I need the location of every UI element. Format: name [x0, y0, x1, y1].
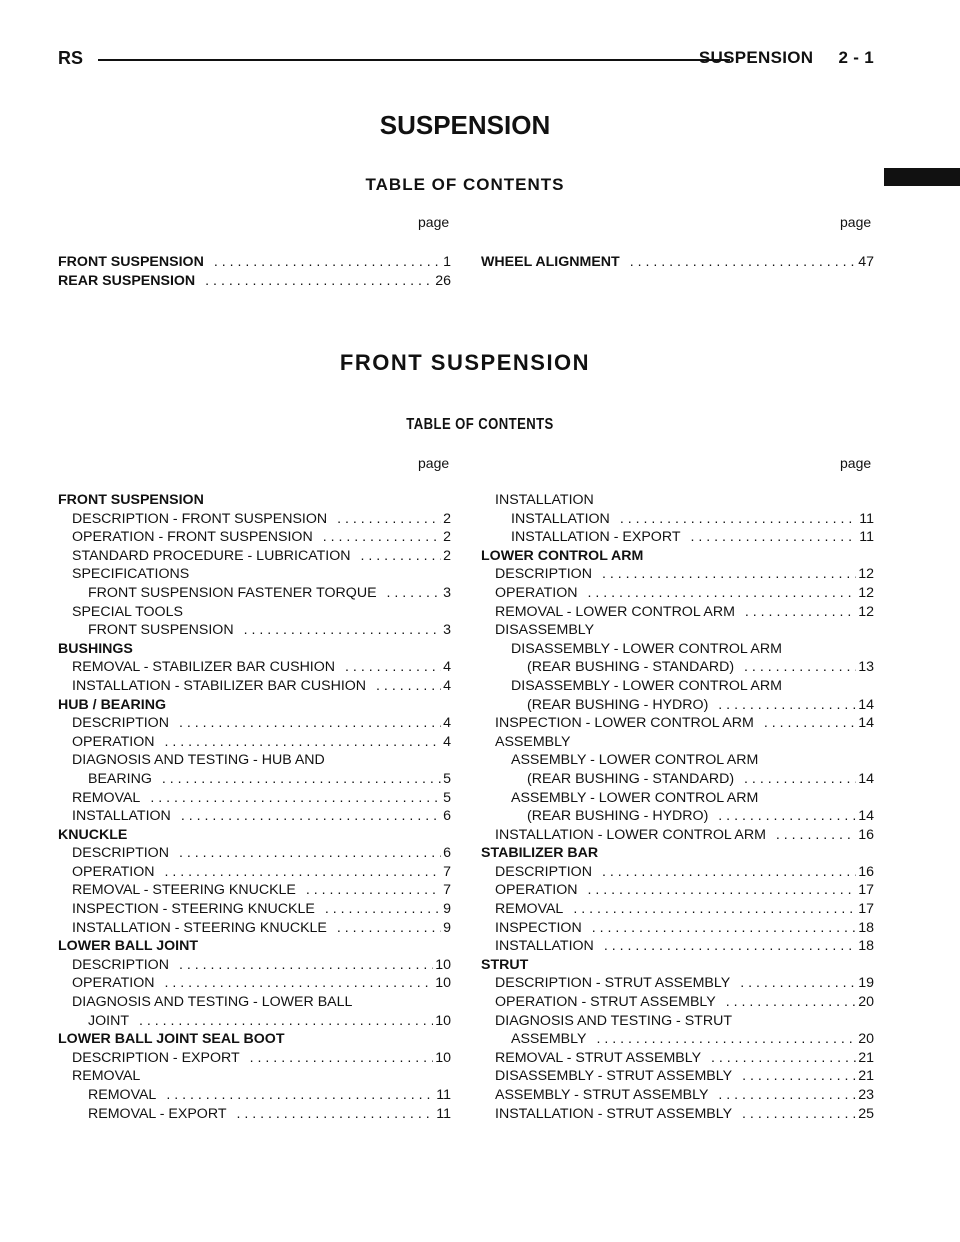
toc2-left-column — [58, 492, 451, 1124]
toc-leader-dots — [313, 529, 441, 545]
toc-entry[interactable] — [58, 957, 451, 976]
toc-entry[interactable] — [58, 529, 451, 548]
toc-entry-title: INSPECTION — [495, 919, 582, 936]
toc-entry-title: DESCRIPTION — [72, 956, 169, 973]
page-column-label-right-2: page — [840, 455, 872, 471]
toc-entry-page: 3 — [443, 622, 451, 639]
toc-entry-title: OPERATION — [72, 863, 155, 880]
toc-entry-title: REMOVAL - LOWER CONTROL ARM — [495, 603, 735, 620]
toc-entry-title: OPERATION - FRONT SUSPENSION — [72, 529, 313, 546]
toc-entry[interactable] — [481, 790, 874, 809]
toc-entry-page: 11 — [436, 1087, 451, 1103]
toc-entry[interactable] — [58, 938, 451, 957]
toc-entry[interactable] — [481, 808, 874, 827]
toc-entry[interactable] — [481, 604, 874, 623]
toc-entry[interactable] — [481, 254, 874, 273]
toc-entry-title: DESCRIPTION - FRONT SUSPENSION — [72, 510, 328, 527]
toc-leader-dots — [327, 920, 441, 936]
toc-entry-title: OPERATION — [72, 975, 155, 992]
header-section-page: SUSPENSION 2 - 1 — [698, 48, 874, 67]
toc-entry-page: 9 — [443, 919, 451, 936]
toc-entry-page: 16 — [858, 826, 874, 843]
toc-entry-title: INSTALLATION - STRUT ASSEMBLY — [495, 1105, 733, 1122]
toc-entry-page: 16 — [858, 863, 874, 880]
toc-leader-dots — [315, 901, 441, 917]
toc-entry-title: OPERATION - STRUT ASSEMBLY — [495, 994, 716, 1011]
toc-entry-title: ASSEMBLY — [495, 733, 571, 750]
toc-leader-dots — [732, 1068, 856, 1084]
header-manual-code: RS — [58, 48, 84, 68]
toc-entry[interactable] — [481, 548, 874, 567]
toc-entry-page: 4 — [443, 733, 451, 750]
toc-leader-dots — [234, 622, 442, 638]
toc-entry[interactable] — [481, 957, 874, 976]
toc-leader-dots — [204, 254, 441, 270]
toc-leader-dots — [586, 1031, 856, 1047]
toc-entry[interactable] — [58, 585, 451, 604]
toc-entry[interactable] — [481, 975, 874, 994]
toc-entry-title: ASSEMBLY - STRUT ASSEMBLY — [495, 1087, 709, 1103]
toc-leader-dots — [592, 864, 856, 880]
toc-entry-page: 18 — [858, 938, 874, 955]
toc-leader-dots — [592, 566, 856, 582]
toc-entry[interactable] — [481, 678, 874, 697]
toc-entry-title: REMOVAL — [72, 1068, 141, 1085]
toc-entry[interactable] — [58, 752, 451, 771]
toc-entry-page: 1 — [443, 254, 451, 270]
toc-entry-page: 4 — [443, 715, 451, 732]
toc-leader-dots — [708, 697, 856, 713]
toc-entry[interactable] — [58, 845, 451, 864]
toc-entry-page: 10 — [435, 1049, 451, 1066]
toc-entry[interactable] — [481, 901, 874, 920]
toc-entry[interactable] — [58, 734, 451, 753]
toc-leader-dots — [582, 920, 857, 936]
toc-entry-page: 23 — [858, 1087, 874, 1103]
toc-entry-title: OPERATION — [495, 584, 578, 601]
toc-leader-dots — [327, 511, 441, 527]
toc-entry-page: 20 — [858, 994, 874, 1011]
toc-entry[interactable] — [481, 492, 874, 511]
toc-entry-title: DESCRIPTION — [495, 566, 592, 583]
toc-entry-title: REMOVAL — [495, 901, 564, 918]
toc-entry-page: 6 — [443, 845, 451, 862]
toc-entry-title: DESCRIPTION — [495, 863, 592, 880]
toc-entry-title: REAR SUSPENSION — [58, 272, 196, 289]
toc1-left-column — [58, 254, 451, 291]
toc-entry-title: INSTALLATION - EXPORT — [511, 529, 681, 546]
page-column-label-right: page — [840, 214, 872, 230]
toc-entry-title: INSTALLATION — [511, 510, 610, 527]
toc-entry-page: 47 — [858, 254, 874, 270]
toc-leader-dots — [681, 529, 858, 545]
toc-entry-page: 11 — [436, 1105, 451, 1122]
toc-entry[interactable] — [58, 1068, 451, 1087]
toc-entry-title: REMOVAL - STEERING KNUCKLE — [72, 882, 296, 899]
toc-entry-page: 14 — [858, 696, 874, 713]
toc-entry-page: 2 — [443, 547, 451, 564]
toc-entry-page: 25 — [858, 1105, 874, 1122]
toc-entry[interactable] — [58, 492, 451, 511]
toc-entry[interactable] — [58, 273, 451, 292]
toc-entry[interactable] — [481, 585, 874, 604]
toc-entry-title: REMOVAL — [72, 789, 141, 806]
toc-entry-page: 14 — [858, 808, 874, 825]
toc-entry[interactable] — [58, 1087, 451, 1106]
toc-leader-dots — [169, 715, 441, 731]
toc-entry-title: WHEEL ALIGNMENT — [481, 254, 620, 270]
toc-entry[interactable] — [481, 659, 874, 678]
toc-leader-dots — [335, 659, 441, 675]
toc-entry[interactable] — [481, 566, 874, 585]
toc-entry-title: DIAGNOSIS AND TESTING - STRUT — [495, 1012, 733, 1029]
toc-entry-title: LOWER BALL JOINT SEAL BOOT — [58, 1031, 285, 1048]
toc-leader-dots — [377, 585, 442, 601]
toc-leader-dots — [563, 901, 856, 917]
toc-entry[interactable] — [481, 529, 874, 548]
toc-entry[interactable] — [58, 678, 451, 697]
toc-entry-title: INSTALLATION — [72, 808, 171, 825]
toc-leader-dots — [594, 938, 856, 954]
toc-leader-dots — [730, 975, 856, 991]
toc-entry[interactable] — [58, 864, 451, 883]
toc-entry[interactable] — [58, 715, 451, 734]
toc-entry-title: STABILIZER BAR — [481, 845, 599, 862]
toc-entry[interactable] — [58, 771, 451, 790]
toc-entry-title: DESCRIPTION — [72, 715, 169, 732]
toc-leader-dots — [169, 845, 441, 861]
toc-entry-title: INSPECTION - LOWER CONTROL ARM — [495, 715, 754, 732]
running-header — [58, 44, 874, 74]
toc-leader-dots — [129, 1013, 433, 1029]
toc-leader-dots — [140, 790, 441, 806]
toc-entry[interactable] — [481, 752, 874, 771]
toc-leader-dots — [754, 715, 856, 731]
toc-entry[interactable] — [481, 1013, 874, 1032]
toc-entry-page: 3 — [443, 584, 451, 601]
toc-entry-title: (REAR BUSHING - HYDRO) — [527, 696, 709, 713]
page-title: SUSPENSION — [379, 110, 551, 140]
toc-entry-title: FRONT SUSPENSION — [88, 622, 234, 639]
toc-entry-title: BUSHINGS — [58, 640, 133, 657]
page-column-label-left-2: page — [418, 455, 450, 471]
toc-entry-page: 5 — [443, 770, 451, 787]
toc-entry-page: 5 — [443, 789, 451, 806]
header-rule — [98, 59, 730, 61]
toc-entry-page: 14 — [858, 770, 874, 787]
toc-entry-page: 14 — [858, 715, 874, 732]
toc-entry-title: SPECIAL TOOLS — [72, 603, 183, 620]
toc-entry[interactable] — [481, 845, 874, 864]
toc-entry-title: DESCRIPTION - STRUT ASSEMBLY — [495, 975, 731, 992]
toc-entry[interactable] — [58, 566, 451, 585]
toc-entry[interactable] — [481, 622, 874, 641]
toc-entry-page: 21 — [858, 1068, 874, 1085]
toc-entry-title: INSTALLATION - STABILIZER BAR CUSHION — [72, 677, 367, 694]
toc2-right-column — [481, 492, 874, 1124]
toc-leader-dots — [155, 975, 434, 991]
toc-entry-page: 6 — [443, 808, 451, 825]
toc-entry-title: DISASSEMBLY - LOWER CONTROL ARM — [511, 677, 782, 694]
toc-entry[interactable] — [481, 920, 874, 939]
toc-leader-dots — [156, 1087, 434, 1103]
toc-leader-dots — [155, 864, 442, 880]
toc-entry-title: REMOVAL - STRUT ASSEMBLY — [495, 1049, 702, 1066]
toc-leader-dots — [155, 734, 442, 750]
toc-entry-title: STANDARD PROCEDURE - LUBRICATION — [72, 547, 351, 564]
toc-entry-title: DESCRIPTION - EXPORT — [72, 1049, 240, 1066]
toc-entry[interactable] — [58, 827, 451, 846]
toc-entry-title: INSTALLATION — [495, 492, 594, 508]
toc-entry-page: 10 — [435, 956, 451, 973]
toc-entry-title: KNUCKLE — [58, 826, 128, 843]
toc-leader-dots — [366, 678, 441, 694]
toc-entry-page: 20 — [858, 1031, 874, 1048]
toc-entry-title: INSTALLATION - STEERING KNUCKLE — [72, 919, 327, 936]
toc-entry[interactable] — [58, 659, 451, 678]
toc-leader-dots — [169, 957, 433, 973]
toc-entry[interactable] — [481, 994, 874, 1013]
toc-leader-dots — [578, 882, 857, 898]
toc-leader-dots — [171, 808, 441, 824]
toc-entry-title: LOWER BALL JOINT — [58, 938, 199, 955]
toc-entry-title: DIAGNOSIS AND TESTING - LOWER BALL — [72, 994, 353, 1011]
toc-entry-title: LOWER CONTROL ARM — [481, 547, 644, 564]
toc-entry[interactable] — [58, 622, 451, 641]
toc-entry-page: 10 — [435, 1012, 451, 1029]
toc-leader-dots — [735, 604, 856, 620]
toc-entry-page: 21 — [858, 1049, 874, 1066]
toc-entry-title: ASSEMBLY - LOWER CONTROL ARM — [511, 752, 759, 769]
toc-leader-dots — [701, 1050, 856, 1066]
toc-entry[interactable] — [58, 548, 451, 567]
toc-entry-page: 9 — [443, 901, 451, 918]
toc-leader-dots — [734, 771, 856, 787]
toc-entry[interactable] — [481, 734, 874, 753]
toc-entry-page: 4 — [443, 659, 451, 676]
toc-entry[interactable] — [58, 641, 451, 660]
toc-leader-dots — [296, 882, 441, 898]
toc-entry-title: STRUT — [481, 956, 529, 973]
toc-entry[interactable] — [481, 827, 874, 846]
toc-entry-title: REMOVAL — [88, 1087, 157, 1103]
toc-heading: TABLE OF CONTENTS — [365, 175, 565, 194]
toc-entry[interactable] — [58, 1106, 451, 1125]
toc-entry[interactable] — [58, 790, 451, 809]
toc-entry[interactable] — [481, 882, 874, 901]
toc-entry[interactable] — [481, 697, 874, 716]
toc-entry-page: 12 — [858, 584, 874, 601]
toc-entry[interactable] — [481, 1068, 874, 1087]
toc-entry-page: 19 — [858, 975, 874, 992]
toc-leader-dots — [766, 827, 856, 843]
toc-entry-title: DESCRIPTION — [72, 845, 169, 862]
toc-entry-title: OPERATION — [495, 882, 578, 899]
toc-entry-title: FRONT SUSPENSION FASTENER TORQUE — [88, 584, 377, 601]
toc-entry[interactable] — [481, 1106, 874, 1125]
toc-entry[interactable] — [481, 864, 874, 883]
toc-entry-title: ASSEMBLY - LOWER CONTROL ARM — [511, 789, 759, 806]
toc-entry-page: 10 — [435, 975, 451, 992]
toc-entry-page: 17 — [858, 882, 874, 899]
toc-entry-title: SPECIFICATIONS — [72, 566, 190, 583]
toc-entry[interactable] — [58, 511, 451, 530]
toc-leader-dots — [152, 771, 441, 787]
toc-entry-page: 17 — [858, 901, 874, 918]
toc-entry[interactable] — [481, 511, 874, 530]
toc-entry-title: DISASSEMBLY - LOWER CONTROL ARM — [511, 640, 782, 657]
toc-entry-title: JOINT — [88, 1012, 129, 1029]
toc-entry-page: 7 — [443, 882, 451, 899]
toc-entry-title: INSTALLATION — [495, 938, 594, 955]
toc-entry[interactable] — [58, 697, 451, 716]
toc-entry-title: HUB / BEARING — [58, 696, 166, 713]
toc-entry-page: 7 — [443, 863, 451, 880]
toc-entry-page: 2 — [443, 510, 451, 527]
toc-entry[interactable] — [481, 771, 874, 790]
toc-entry-title: DISASSEMBLY — [495, 622, 595, 639]
toc-entry[interactable] — [58, 1050, 451, 1069]
toc-entry-title: (REAR BUSHING - STANDARD) — [527, 770, 735, 787]
toc-entry-page: 26 — [435, 272, 451, 289]
toc-entry-title: INSTALLATION - LOWER CONTROL ARM — [495, 826, 766, 843]
toc-entry-page: 2 — [443, 529, 451, 546]
toc-leader-dots — [351, 548, 442, 564]
toc-entry-title: BEARING — [88, 770, 152, 787]
toc-entry[interactable] — [58, 604, 451, 623]
toc-entry-page: 4 — [443, 677, 451, 694]
toc-entry-title: REMOVAL - EXPORT — [88, 1105, 227, 1122]
toc-entry[interactable] — [58, 901, 451, 920]
toc-entry[interactable] — [481, 641, 874, 660]
toc-entry[interactable] — [58, 1013, 451, 1032]
toc-leader-dots — [227, 1106, 435, 1122]
toc-entry[interactable] — [58, 920, 451, 939]
toc-entry-title: (REAR BUSHING - STANDARD) — [527, 659, 735, 676]
toc-entry[interactable] — [481, 1050, 874, 1069]
toc-entry-title: REMOVAL - STABILIZER BAR CUSHION — [72, 659, 336, 676]
toc-entry-title: OPERATION — [72, 733, 155, 750]
toc-entry[interactable] — [481, 715, 874, 734]
page-column-label-left: page — [418, 214, 450, 230]
toc-entry[interactable] — [58, 882, 451, 901]
section-toc-heading: TABLE OF CONTENTS — [406, 416, 554, 433]
toc-entry[interactable] — [58, 975, 451, 994]
toc-entry[interactable] — [481, 1087, 874, 1106]
toc-leader-dots — [734, 659, 856, 675]
toc-entry[interactable] — [58, 994, 451, 1013]
toc-entry-page: 12 — [858, 603, 874, 620]
toc-entry-title: INSPECTION - STEERING KNUCKLE — [72, 901, 315, 918]
section-title: FRONT SUSPENSION — [339, 350, 591, 375]
toc-leader-dots — [708, 808, 856, 824]
toc-entry-title: FRONT SUSPENSION — [58, 254, 204, 270]
toc1-right-column — [481, 254, 874, 273]
toc-entry[interactable] — [481, 1031, 874, 1050]
toc-entry-title: (REAR BUSHING - HYDRO) — [527, 808, 709, 825]
toc-entry[interactable] — [58, 1031, 451, 1050]
toc-entry-page: 18 — [858, 919, 874, 936]
toc-entry-title: FRONT SUSPENSION — [58, 492, 204, 508]
toc-leader-dots — [732, 1106, 856, 1122]
toc-entry-title: ASSEMBLY — [511, 1031, 587, 1048]
toc-entry-page: 13 — [858, 659, 874, 676]
toc-entry[interactable] — [58, 808, 451, 827]
toc-entry-page: 11 — [859, 510, 874, 527]
toc-leader-dots — [716, 994, 856, 1010]
toc-leader-dots — [195, 273, 433, 289]
toc-entry-page: 12 — [858, 566, 874, 583]
toc-leader-dots — [620, 254, 857, 270]
toc-leader-dots — [240, 1050, 434, 1066]
toc-entry-title: DISASSEMBLY - STRUT ASSEMBLY — [495, 1068, 733, 1085]
toc-entry[interactable] — [481, 938, 874, 957]
toc-leader-dots — [708, 1087, 856, 1103]
toc-entry-page: 11 — [859, 529, 874, 546]
toc-entry[interactable] — [58, 254, 451, 273]
toc-leader-dots — [578, 585, 857, 601]
toc-leader-dots — [610, 511, 857, 527]
toc-entry-title: DIAGNOSIS AND TESTING - HUB AND — [72, 752, 325, 769]
